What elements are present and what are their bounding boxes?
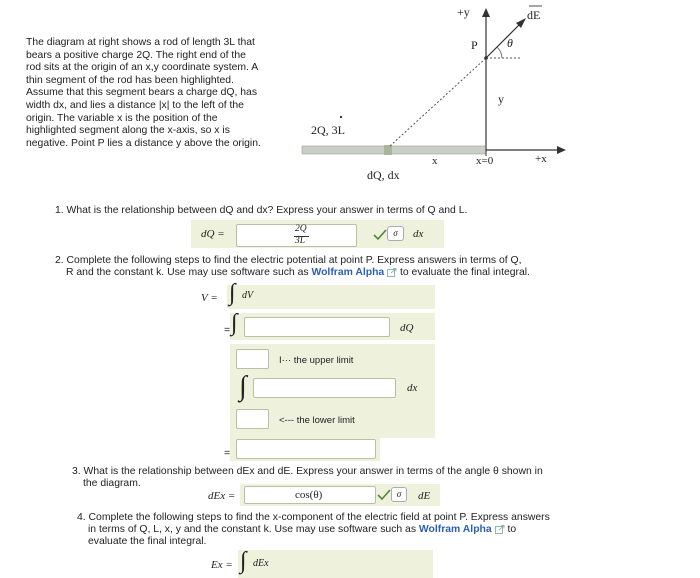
- q1-answer-input[interactable]: [236, 224, 357, 247]
- external-link-icon: [495, 525, 505, 534]
- y-distance-label: y: [498, 92, 504, 106]
- integral-sign: ∫: [231, 310, 238, 336]
- q1-dx: dx: [413, 228, 424, 240]
- q3-prompt-line-1: 3. What is the relationship between dEx and dE. Express your answer in terms of the angle θ shown in: [72, 466, 543, 477]
- q1-sigma-button[interactable]: σ: [387, 226, 404, 241]
- upper-limit-input[interactable]: [236, 349, 269, 369]
- q2-v-lhs: V =: [201, 292, 218, 304]
- intro-line: thin segment of the rod has been highlighted.: [26, 74, 234, 86]
- plus-y-label: +y: [457, 5, 470, 19]
- q2-dq: dQ: [400, 322, 414, 334]
- wolfram-alpha-link[interactable]: Wolfram Alpha: [311, 267, 385, 278]
- rod-diagram: [290, 0, 700, 195]
- intro-line: rod sits at the origin of an x,y coordinate system. A: [26, 62, 259, 74]
- intro-paragraph: [26, 37, 288, 150]
- plus-x-label: +x: [535, 153, 547, 165]
- q1-numerator: 2Q: [295, 224, 307, 234]
- q3-lhs: dEx =: [208, 490, 236, 502]
- q2-dx: dx: [407, 382, 418, 394]
- intro-line: origin. The variable x is the position of the: [26, 112, 218, 124]
- point-p: [484, 56, 488, 60]
- q2-prompt-text: R and the constant k. Use may use software such as: [66, 267, 309, 278]
- rod-label: 2Q, 3L: [311, 123, 345, 137]
- q2-dx-integrand-input[interactable]: [253, 378, 396, 398]
- wolfram-alpha-link[interactable]: Wolfram Alpha: [418, 524, 492, 535]
- q4-lhs: Ex =: [211, 559, 233, 571]
- arrow-left-icon: <---: [279, 415, 295, 426]
- q2-final-input[interactable]: [236, 439, 376, 459]
- external-link-icon: [387, 268, 397, 277]
- q4-prompt-tail: to: [507, 524, 517, 535]
- upper-limit-hint: [279, 355, 353, 366]
- intro-line: bears a positive charge 2Q. The right end of the: [26, 49, 246, 61]
- intro-line: negative. Point P lies a distance y above the origin.: [26, 137, 261, 149]
- integral-sign: ∫: [229, 280, 236, 306]
- q2-equals-2: =: [224, 447, 231, 459]
- q3-prompt-line-2: the diagram.: [83, 478, 141, 489]
- intro-line: The diagram at right shows a rod of length 3L that: [26, 37, 255, 48]
- p-label: P: [471, 38, 478, 52]
- highlighted-segment: [384, 145, 392, 155]
- segment-label: dQ, dx: [367, 168, 400, 182]
- y-axis-arrow: [482, 8, 490, 17]
- intro-line: Assume that this segment bears a charge dQ, has: [26, 87, 258, 99]
- q2-dv-area: [227, 285, 435, 309]
- x-axis-arrow: [557, 146, 566, 154]
- intro-line: highlighted segment along the x-axis, so x is: [26, 125, 230, 137]
- arrow-cursor-icon: I···: [279, 355, 292, 366]
- theta-arc: [497, 47, 502, 58]
- q1-check-icon: [372, 228, 388, 242]
- de-label: dE: [527, 8, 541, 22]
- q3-sigma-button[interactable]: σ: [391, 487, 407, 502]
- q3-answer-input[interactable]: [244, 486, 376, 504]
- q1-lhs: dQ =: [201, 228, 225, 240]
- q2-prompt-line-1: 2. Complete the following steps to find the electric potential at point P. Express answers in terms of Q,: [55, 255, 522, 266]
- intro-line: width dx, and lies a distance |x| to the left of the: [26, 99, 244, 111]
- q1-denominator: 3L: [295, 236, 306, 246]
- lower-limit-input[interactable]: [236, 409, 269, 429]
- charged-rod: [302, 146, 486, 154]
- q3-answer-value: cos(θ): [295, 489, 323, 501]
- q3-check-icon: [376, 488, 392, 502]
- q2-prompt-tail: to evaluate the final integral.: [400, 267, 530, 278]
- q1-prompt: 1. What is the relationship between dQ and dx? Express your answer in terms of Q and L.: [55, 205, 468, 216]
- q4-prompt-text: in terms of Q, L, x, y and the constant k. Use may use software such as: [88, 524, 417, 535]
- q4-prompt-line-1: 4. Complete the following steps to find the x-component of the electric field at point P. Express answers: [77, 512, 550, 523]
- q4-dex: dEx: [253, 558, 269, 569]
- x-position-label: x: [432, 155, 438, 167]
- q2-dv: dV: [242, 290, 254, 301]
- q4-prompt-line-2: [88, 524, 516, 537]
- q4-prompt-line-3: evaluate the final integral.: [88, 536, 207, 547]
- integral-sign: ∫: [239, 371, 247, 402]
- segment-to-p-line: [390, 58, 486, 146]
- q3-de: dE: [418, 490, 431, 502]
- origin-label: x=0: [476, 155, 494, 167]
- q2-equals-1: =: [224, 324, 231, 336]
- theta-label: θ: [507, 36, 513, 50]
- de-vector: [486, 22, 522, 58]
- q2-prompt-line-2: [66, 267, 530, 280]
- lower-limit-hint: [279, 415, 355, 426]
- lower-limit-label: the lower limit: [296, 415, 355, 426]
- upper-limit-label: the upper limit: [293, 355, 354, 366]
- q2-integrand-input[interactable]: [244, 317, 390, 337]
- integral-sign: ∫: [240, 548, 247, 574]
- rod-label-dot: [340, 116, 342, 118]
